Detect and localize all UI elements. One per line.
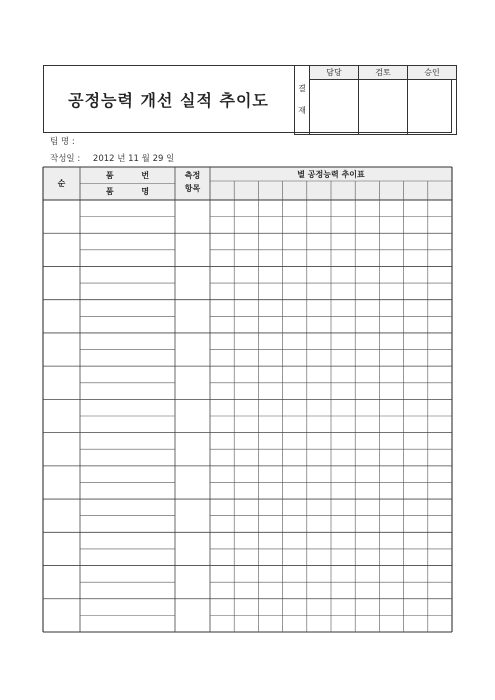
- document-title: 공정능력 개선 실적 추이도: [68, 90, 269, 110]
- date-label: 작성일 :: [50, 154, 81, 164]
- header-part-name: 품 명: [105, 187, 150, 196]
- header-trend: 별 공정능력 추이표: [297, 170, 365, 179]
- date-value[interactable]: 2012 년 11 월 29 일: [92, 154, 175, 164]
- approval-label-char-1: 결: [298, 84, 306, 93]
- header-measure: 측정 항목: [184, 171, 201, 193]
- approval-head-approve: 승인: [408, 66, 457, 80]
- header-seq: 순: [57, 179, 66, 188]
- approval-head-review: 검토: [359, 66, 408, 80]
- approval-label-char-2: 재: [298, 106, 306, 115]
- team-label: 팀 명 :: [50, 137, 75, 147]
- approval-head-manager: 담당: [310, 66, 359, 80]
- header-part-no: 품 번: [105, 171, 150, 180]
